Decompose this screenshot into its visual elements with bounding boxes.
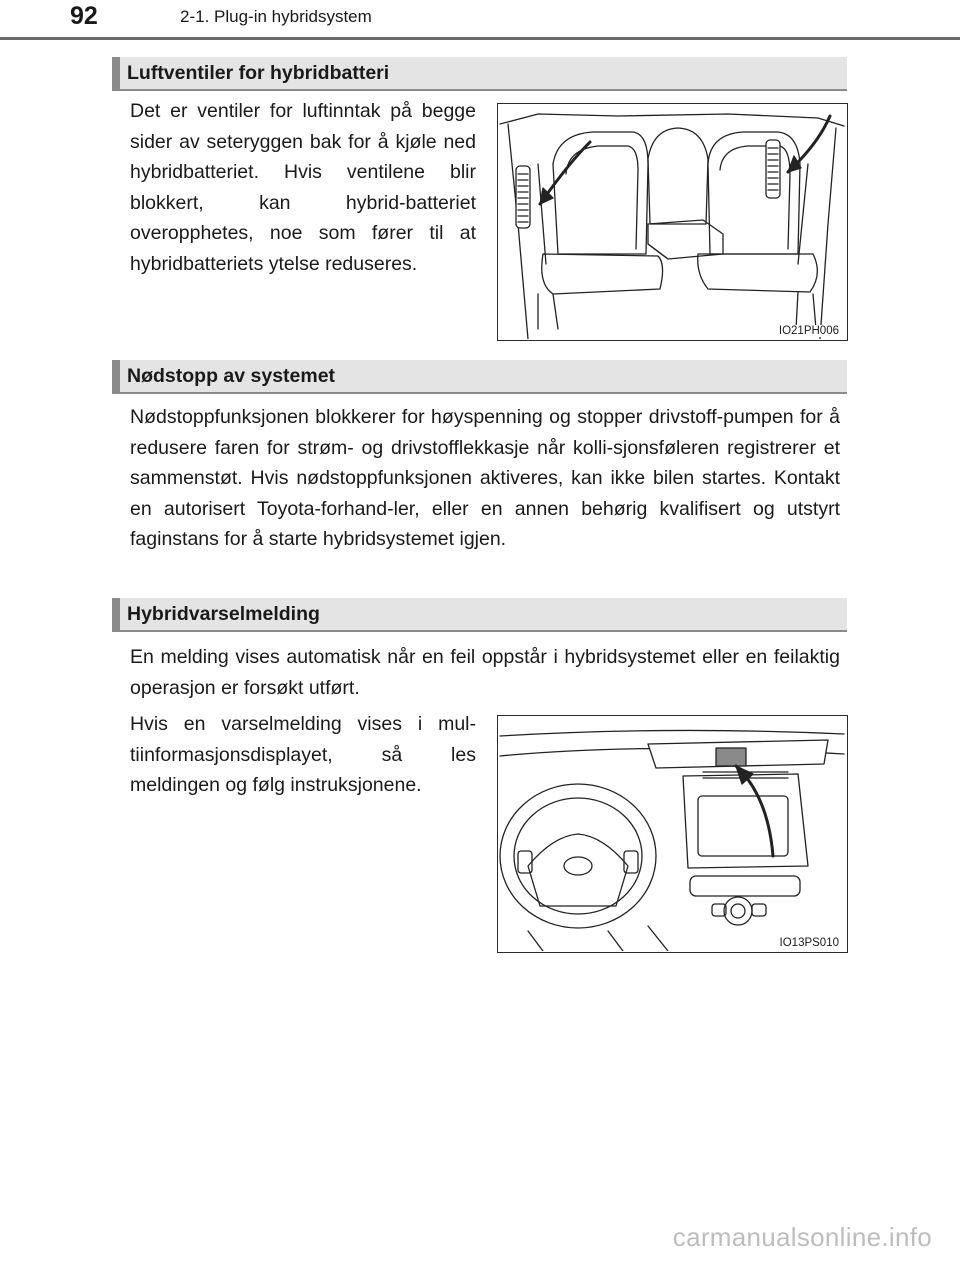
hybrid-warning-paragraph-1: En melding vises automatisk når en feil oppstår i hybridsystemet eller en feilaktig operasjon er forsøkt utført. xyxy=(130,646,840,699)
hybrid-warning-paragraph-2: Hvis en varselmelding vises i mul-tiinformasjonsdisplayet, så les meldingen og følg instruksjonene. xyxy=(130,713,476,797)
figure-code: IO13PS010 xyxy=(779,937,839,949)
header-divider xyxy=(0,37,960,40)
section-heading-emergency-stop: Nødstopp av systemet xyxy=(112,360,847,394)
figure-code: IO21PH006 xyxy=(778,325,839,337)
watermark: carmanualsonline.info xyxy=(672,1222,932,1252)
section-heading-air-vents: Luftventiler for hybridbatteri xyxy=(112,57,847,91)
rear-seat-vent-illustration xyxy=(497,103,848,341)
chapter-title: 2-1. Plug-in hybridsystem xyxy=(180,7,372,26)
emergency-stop-paragraph: Nødstoppfunksjonen blokkerer for høyspenning og stopper drivstoff-pumpen for å redusere faren for strøm- og drivstofflekkasje når kolli-sjonsføleren registrerer et sammenstøt. Hvis nødstoppfunksjonen aktiveres, kan ikke bilen startes. Kontakt en autorisert Toyota-forhand-ler, eller en annen behørig kvalifisert og utstyrt faginstans for å starte hybridsystemet igjen. xyxy=(130,406,840,551)
dashboard-display-illustration xyxy=(497,715,848,953)
page-number: 92 xyxy=(70,2,98,30)
air-vents-paragraph: Det er ventiler for luftinntak på begge sider av seteryggen bak for å kjøle ned hybridbatteriet. Hvis ventilene blir blokkert, kan hybrid-batteriet overopphetes, noe som fører til at hybridbatteriets ytelse reduseres. xyxy=(130,100,476,275)
section-heading-hybrid-warning: Hybridvarselmelding xyxy=(112,598,847,632)
